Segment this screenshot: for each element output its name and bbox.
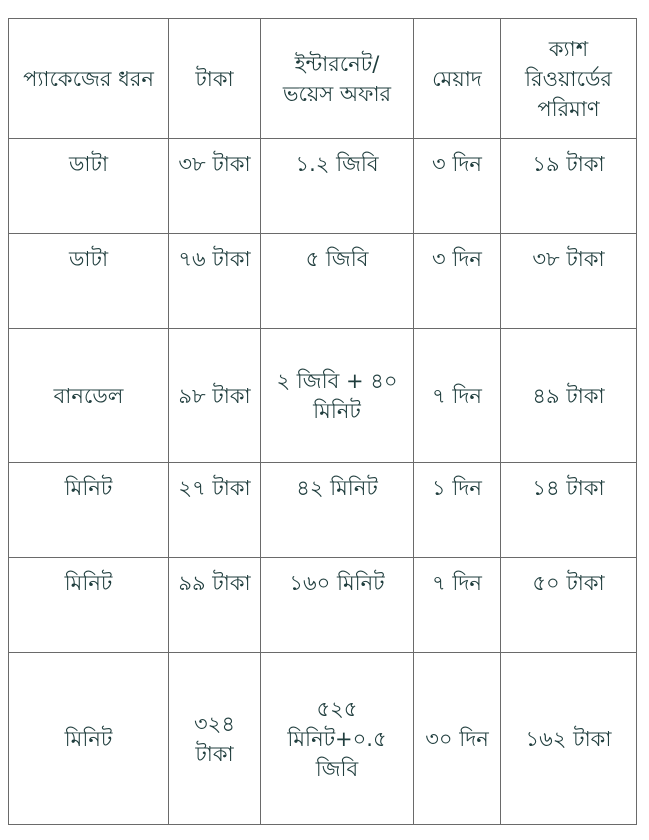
header-row — [9, 19, 637, 139]
header-cashback-line2: রিওয়ার্ডের — [525, 66, 612, 91]
cell-offer: ৪২ মিনিট — [261, 463, 414, 558]
cell-cashback: ১৯ টাকা — [501, 139, 637, 234]
header-cashback-line1: ক্যাশ — [548, 36, 589, 61]
cell-validity: ৩ দিন — [414, 139, 501, 234]
cell-cashback: ১৬২ টাকা — [501, 653, 637, 825]
header-cashback-line3: পরিমাণ — [537, 96, 600, 121]
cell-validity: ১ দিন — [414, 463, 501, 558]
header-cashback — [501, 19, 637, 139]
cell-offer-line2: মিনিট — [313, 398, 361, 423]
header-package-type: প্যাকেজের ধরন — [9, 19, 169, 139]
table-row — [9, 463, 637, 558]
cell-package-type: ডাটা — [9, 234, 169, 329]
table-row — [9, 329, 637, 463]
table-row — [9, 558, 637, 653]
cell-offer: ১৬০ মিনিট — [261, 558, 414, 653]
package-offer-table — [8, 18, 637, 825]
cell-offer — [261, 329, 414, 463]
cell-offer-line1: ৫২৫ — [316, 696, 358, 721]
cell-cashback: ১৪ টাকা — [501, 463, 637, 558]
cell-package-type: মিনিট — [9, 558, 169, 653]
cell-price: ৩৮ টাকা — [169, 139, 261, 234]
header-offer — [261, 19, 414, 139]
cell-offer-line1: ২ জিবি + ৪০ — [276, 368, 398, 393]
cell-validity: ৩ দিন — [414, 234, 501, 329]
cell-price-line1: ৩২৪ — [194, 711, 235, 736]
table-row — [9, 139, 637, 234]
cell-price: ৯৯ টাকা — [169, 558, 261, 653]
header-offer-line2: ভয়েস অফার — [282, 81, 392, 106]
cell-offer: ১.২ জিবি — [261, 139, 414, 234]
cell-package-type: মিনিট — [9, 653, 169, 825]
cell-offer-line3: জিবি — [315, 756, 359, 781]
header-validity: মেয়াদ — [414, 19, 501, 139]
cell-cashback: ৫০ টাকা — [501, 558, 637, 653]
cell-offer-line2: মিনিট+০.৫ — [287, 726, 387, 751]
cell-package-type: ডাটা — [9, 139, 169, 234]
cell-cashback: ৩৮ টাকা — [501, 234, 637, 329]
cell-package-type: মিনিট — [9, 463, 169, 558]
cell-price: ২৭ টাকা — [169, 463, 261, 558]
cell-validity: ৭ দিন — [414, 329, 501, 463]
cell-offer: ৫ জিবি — [261, 234, 414, 329]
header-price: টাকা — [169, 19, 261, 139]
table-row — [9, 653, 637, 825]
cell-validity: ৭ দিন — [414, 558, 501, 653]
cell-validity: ৩০ দিন — [414, 653, 501, 825]
cell-price-line2: টাকা — [195, 741, 234, 766]
cell-price: ৯৮ টাকা — [169, 329, 261, 463]
header-offer-line1: ইন্টারনেট/ — [294, 51, 380, 76]
table-row — [9, 234, 637, 329]
cell-package-type: বানডেল — [9, 329, 169, 463]
table-body — [9, 139, 637, 825]
cell-cashback: ৪৯ টাকা — [501, 329, 637, 463]
cell-price: ৭৬ টাকা — [169, 234, 261, 329]
table-header — [9, 19, 637, 139]
cell-offer — [261, 653, 414, 825]
cell-price — [169, 653, 261, 825]
